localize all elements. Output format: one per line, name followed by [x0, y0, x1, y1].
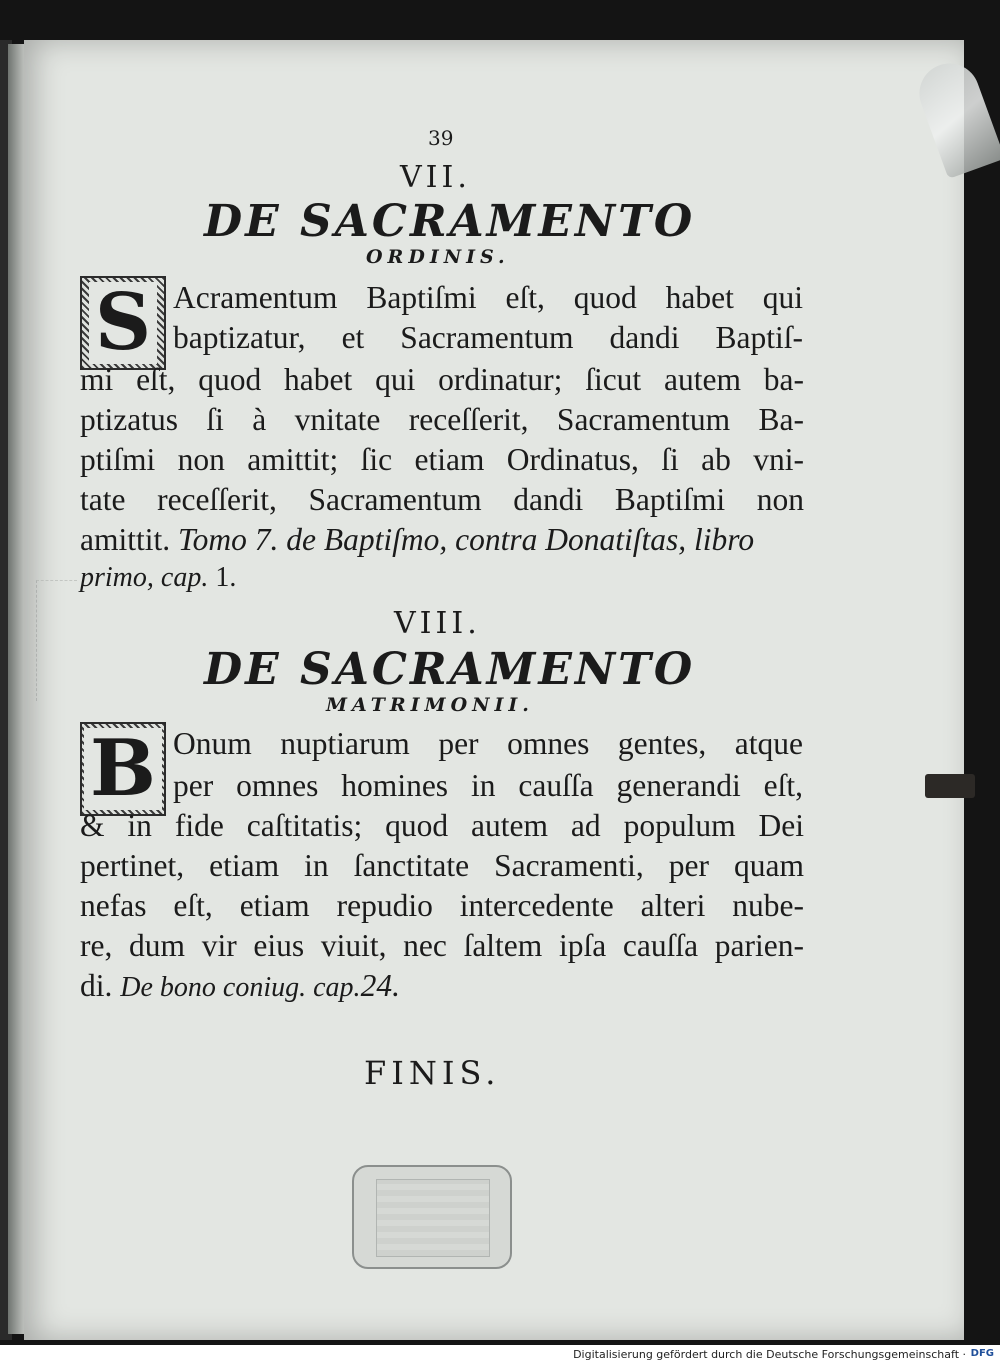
library-stamp-text [376, 1179, 490, 1257]
section-8-line-3: & in fide caſtitatis; quod autem ad populum Dei [80, 808, 804, 843]
section-8-line-5: nefas eſt, etiam repudio intercedente alteri nube- [80, 888, 804, 923]
footer-credit: Digitalisierung gefördert durch die Deutsche Forschungsgemeinschaft · [573, 1348, 966, 1361]
section-7-line-7 [80, 522, 804, 558]
page-weight-clip [925, 774, 975, 798]
drop-cap-s [80, 276, 166, 370]
section-8-line-6: re, dum vir eius viuit, nec ſaltem ipſa cauſſa parien- [80, 928, 804, 963]
section-7-line-1: Acramentum Baptiſmi eſt, quod habet qui [173, 280, 803, 315]
digitization-footer [0, 1345, 1000, 1365]
section-7-number: VII. [400, 160, 471, 195]
page-number: 39 [428, 126, 454, 150]
section-7-title: DE SACRAMENTO [204, 196, 696, 247]
section-7-line-8 [80, 562, 804, 594]
section-7-line-2: baptizatur, et Sacramentum dandi Baptiſ- [173, 320, 803, 355]
dfg-logo: DFG [970, 1348, 994, 1359]
library-stamp [352, 1165, 512, 1269]
section-7-subtitle: ORDINIS. [366, 246, 510, 268]
section-8-citation: De bono coniug. cap. [120, 972, 361, 1003]
section-8-line-2: per omnes homines in cauſſa generandi eſt, [173, 768, 803, 803]
section-8-line-1: Onum nuptiarum per omnes gentes, atque [173, 726, 803, 761]
section-8-line-4: pertinet, etiam in ſanctitate Sacramenti, per quam [80, 848, 804, 883]
section-8-citation-number: 24. [360, 968, 400, 1003]
section-7-line-4: ptizatus ſi à vnitate receſſerit, Sacramentum Ba- [80, 402, 804, 437]
finis: FINIS. [364, 1054, 501, 1092]
pencil-marks [36, 580, 77, 701]
drop-cap-letter: S [89, 282, 157, 364]
drop-cap-b [80, 722, 166, 816]
section-7-citation-tail: primo, cap. [80, 562, 209, 593]
section-7-citation-number: 1. [215, 562, 237, 593]
drop-cap-letter: B [84, 728, 162, 810]
section-7-line-6: tate receſſerit, Sacramentum dandi Baptiſmi non [80, 482, 804, 517]
section-8-subtitle: MATRIMONII. [326, 694, 534, 716]
section-8-number: VIII. [394, 606, 481, 641]
section-8-line-7-plain: di. [80, 968, 113, 1003]
section-8-title: DE SACRAMENTO [204, 644, 696, 695]
section-7-line-5: ptiſmi non amittit; ſic etiam Ordinatus, ſi ab vni- [80, 442, 804, 477]
section-8-line-7 [80, 968, 804, 1004]
section-7-line-3: mi eſt, quod habet qui ordinatur; ſicut autem ba- [80, 362, 804, 397]
section-7-line-7-plain: amittit. [80, 522, 171, 557]
section-7-citation: Tomo 7. de Baptiſmo, contra Donatiſtas, libro [178, 522, 755, 557]
